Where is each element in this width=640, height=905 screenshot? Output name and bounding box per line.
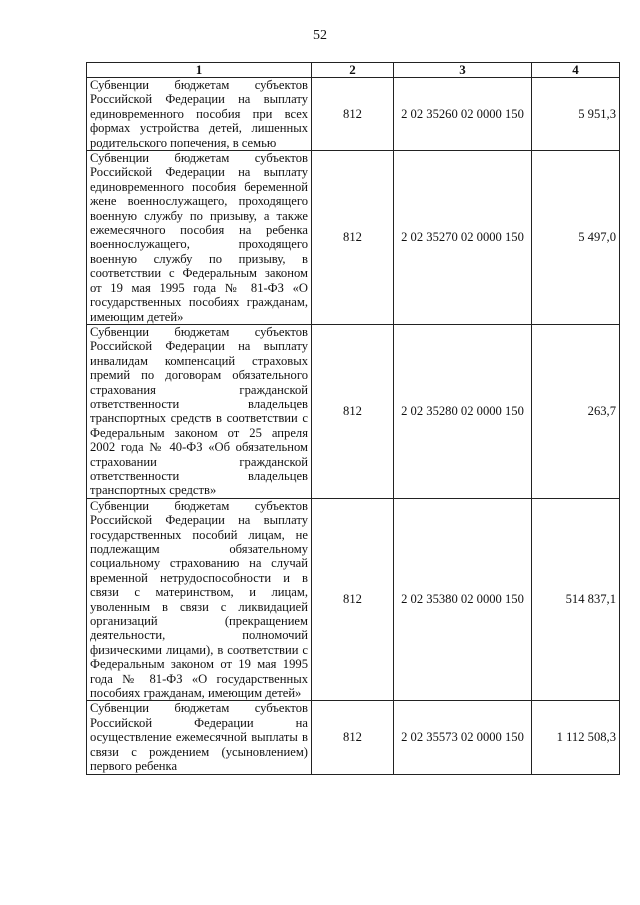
- column-header-2: 2: [312, 63, 394, 78]
- row-amount: 1 112 508,3: [532, 701, 620, 774]
- row-budget-code: 2 02 35260 02 0000 150: [394, 78, 532, 151]
- row-description: Субвенции бюджетам субъектов Российской Федерации на выплату инвалидам компенсаций страховых премий по договорам обязательного страхования гражданской ответственности владельцев транспортных средств в соответствии с Федеральным законом от 25 апреля 2002 года № 40-ФЗ «Об обязательном страховании гражданской ответственности владельцев транспортных средств»: [87, 324, 312, 498]
- row-budget-code: 2 02 35270 02 0000 150: [394, 151, 532, 325]
- row-admin-code: 812: [312, 701, 394, 774]
- row-amount: 514 837,1: [532, 498, 620, 701]
- row-admin-code: 812: [312, 498, 394, 701]
- row-description: Субвенции бюджетам субъектов Российской Федерации на осуществление ежемесячной выплаты в связи с рождением (усыновлением) первого ребенка: [87, 701, 312, 774]
- table-row: [87, 701, 620, 774]
- row-budget-code: 2 02 35380 02 0000 150: [394, 498, 532, 701]
- header-row: [87, 63, 620, 78]
- row-budget-code: 2 02 35573 02 0000 150: [394, 701, 532, 774]
- row-budget-code: 2 02 35280 02 0000 150: [394, 324, 532, 498]
- row-amount: 5 497,0: [532, 151, 620, 325]
- row-description: Субвенции бюджетам субъектов Российской Федерации на выплату единовременного пособия при всех формах устройства детей, лишенных родительского попечения, в семью: [87, 78, 312, 151]
- row-admin-code: 812: [312, 78, 394, 151]
- table-row: [87, 498, 620, 701]
- budget-table: [86, 62, 620, 775]
- table-row: [87, 324, 620, 498]
- column-header-1: 1: [87, 63, 312, 78]
- table-row: [87, 78, 620, 151]
- page-number: 52: [313, 28, 327, 43]
- row-amount: 5 951,3: [532, 78, 620, 151]
- row-amount: 263,7: [532, 324, 620, 498]
- table-row: [87, 151, 620, 325]
- row-admin-code: 812: [312, 324, 394, 498]
- column-header-4: 4: [532, 63, 620, 78]
- row-admin-code: 812: [312, 151, 394, 325]
- row-description: Субвенции бюджетам субъектов Российской Федерации на выплату единовременного пособия беременной жене военнослужащего, проходящего военную службу по призыву, а также ежемесячного пособия на ребенка военнослужащего, проходящего военную службу по призыву, в соответствии с Федеральным законом от 19 мая 1995 года № 81-ФЗ «О государственных пособиях гражданам, имеющим детей»: [87, 151, 312, 325]
- row-description: Субвенции бюджетам субъектов Российской Федерации на выплату государственных пособий лицам, не подлежащим обязательному социальному страхованию на случай временной нетрудоспособности и в связи с материнством, и лицам, уволенным в связи с ликвидацией организаций (прекращением деятельности, полномочий физическими лицами), в соответствии с Федеральным законом от 19 мая 1995 года № 81-ФЗ «О государственных пособиях гражданам, имеющим детей»: [87, 498, 312, 701]
- column-header-3: 3: [394, 63, 532, 78]
